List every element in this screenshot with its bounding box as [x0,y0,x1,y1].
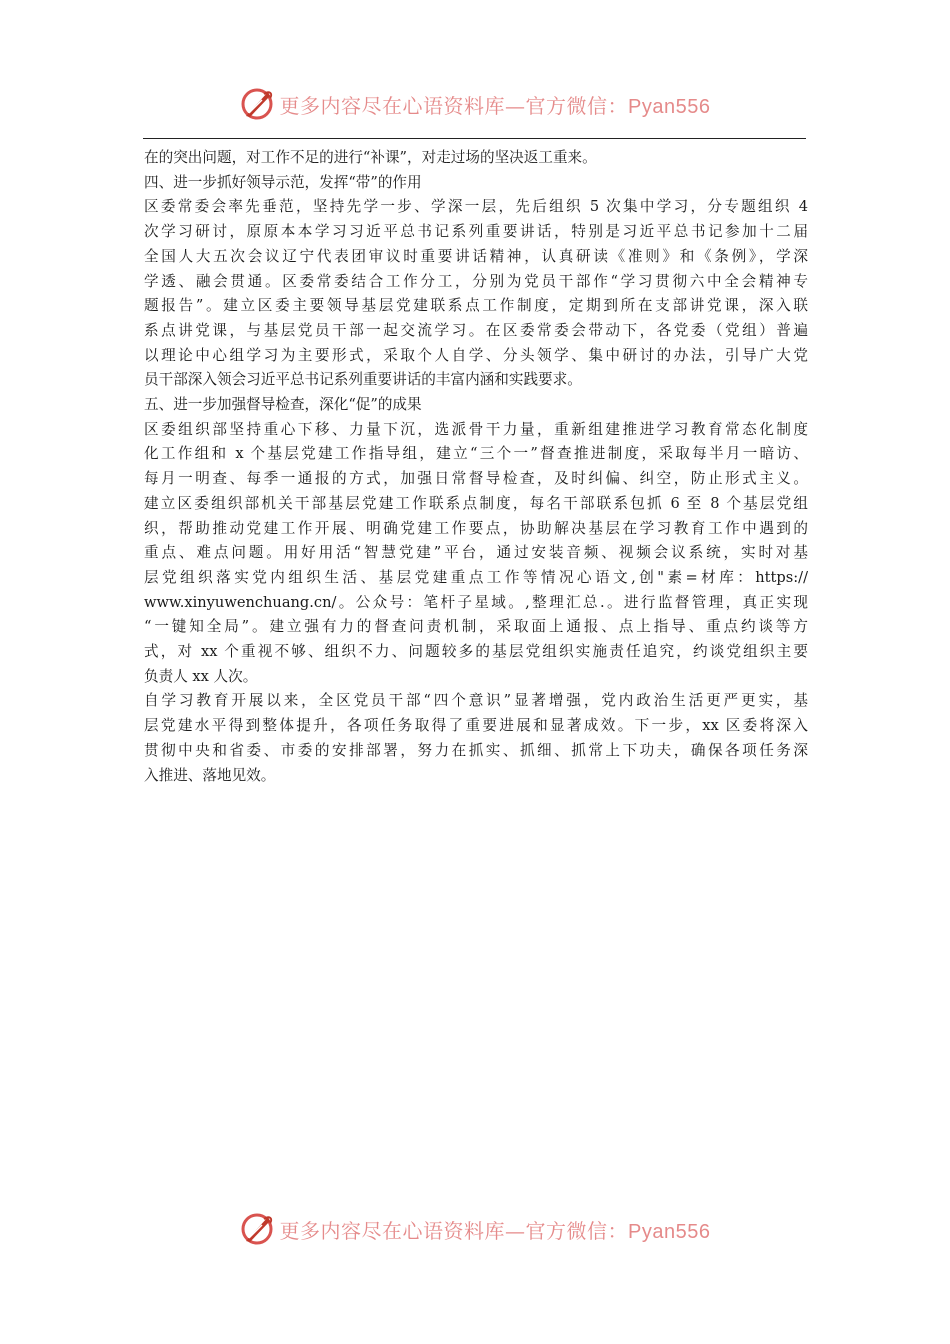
text-line: 系点讲党课，与基层党员干部一起交流学习。在区委常委会带动下，各党委（党组）普遍 [144,321,808,339]
text-line: 重点、难点问题。用好用活“智慧党建”平台，通过安装音频、视频会议系统，实时对基 [144,544,808,562]
footer-banner-text: 更多内容尽在心语资料库—官方微信：Pyan556 [279,1218,711,1243]
text-line: 学透、融会贯通。区委常委结合工作分工，分别为党员干部作“学习贯彻六中全会精神专 [144,272,808,290]
text-line: 建立区委组织部机关干部基层党建工作联系点制度，每名干部联系包抓 6 至 8 个基层党组 [144,494,808,512]
text-line: 负责人 xx 人次。 [144,667,258,685]
quill-logo-icon [240,86,276,122]
text-line: 五、进一步加强督导检查，深化“促”的成果 [144,396,422,414]
text-line: 自学习教育开展以来，全区党员干部“四个意识”显著增强，党内政治生活更严更实，基 [144,692,808,710]
footer-wechat-id: Pyan556 [628,1220,711,1243]
header-wechat-id: Pyan556 [628,95,711,118]
paragraph [144,393,808,418]
text-line: “一键知全局”。建立强有力的督查问责机制，采取面上通报、点上指导、重点约谈等方 [144,618,808,636]
paragraph [144,195,808,393]
text-line: 全国人大五次会议辽宁代表团审议时重要讲话精神，认真研读《准则》和《条例》，学深 [144,247,808,265]
text-line: 层党组织落实党内组织生活、基层党建重点工作等情况心语文,创"素=材库：https:// [144,568,808,586]
text-line: 在的突出问题，对工作不足的进行“补课”，对走过场的坚决返工重来。 [144,149,597,166]
text-line: 次学习研讨，原原本本学习习近平总书记系列重要讲话，特别是习近平总书记参加十二届 [144,223,808,241]
text-line: 员干部深入领会习近平总书记系列重要讲话的丰富内涵和实践要求。 [144,371,582,389]
paragraph [144,418,808,690]
text-line: 层党建水平得到整体提升，各项任务取得了重要进展和显著成效。下一步，xx 区委将深入 [144,717,808,735]
footer-banner [0,1207,950,1251]
text-line: 织，帮助推动党建工作开展、明确党建工作要点，协助解决基层在学习教育工作中遇到的 [144,519,808,537]
text-line: 式，对 xx 个重视不够、组织不力、问题较多的基层党组织实施责任追究，约谈党组织主要 [144,643,808,661]
text-line: 题报告”。建立区委主要领导基层党建联系点工作制度，定期到所在支部讲党课，深入联 [144,297,808,315]
quill-logo-icon [240,1211,276,1247]
text-line: 化工作组和 x 个基层党建工作指导组，建立“三个一”督查推进制度，采取每半月一暗访、 [144,445,808,463]
paragraph [144,146,808,171]
document-body [144,146,808,788]
text-line: 贯彻中央和省委、市委的安排部署，努力在抓实、抓细、抓常上下功夫，确保各项任务深 [144,741,808,759]
text-line: 区委组织部坚持重心下移、力量下沉，选派骨干力量，重新组建推进学习教育常态化制度 [144,420,808,438]
header-banner-text: 更多内容尽在心语资料库—官方微信：Pyan556 [279,93,711,118]
paragraph [144,171,808,196]
header-rule [143,138,806,139]
text-line: 四、进一步抓好领导示范，发挥“带”的作用 [144,173,422,191]
paragraph [144,689,808,788]
text-line: 以理论中心组学习为主要形式，采取个人自学、分头领学、集中研讨的办法，引导广大党 [144,346,808,364]
text-line: 区委常委会率先垂范，坚持先学一步、学深一层，先后组织 5 次集中学习，分专题组织 4 [144,198,808,216]
text-line: www.xinyuwenchuang.cn/。公众号：笔杆子星域。,整理汇总.。进行监督管理，真正实现 [144,593,808,611]
header-banner [0,82,950,126]
text-line: 每月一明查、每季一通报的方式，加强日常督导检查，及时纠偏、纠空，防止形式主义。 [144,470,808,488]
text-line: 入推进、落地见效。 [144,766,276,784]
